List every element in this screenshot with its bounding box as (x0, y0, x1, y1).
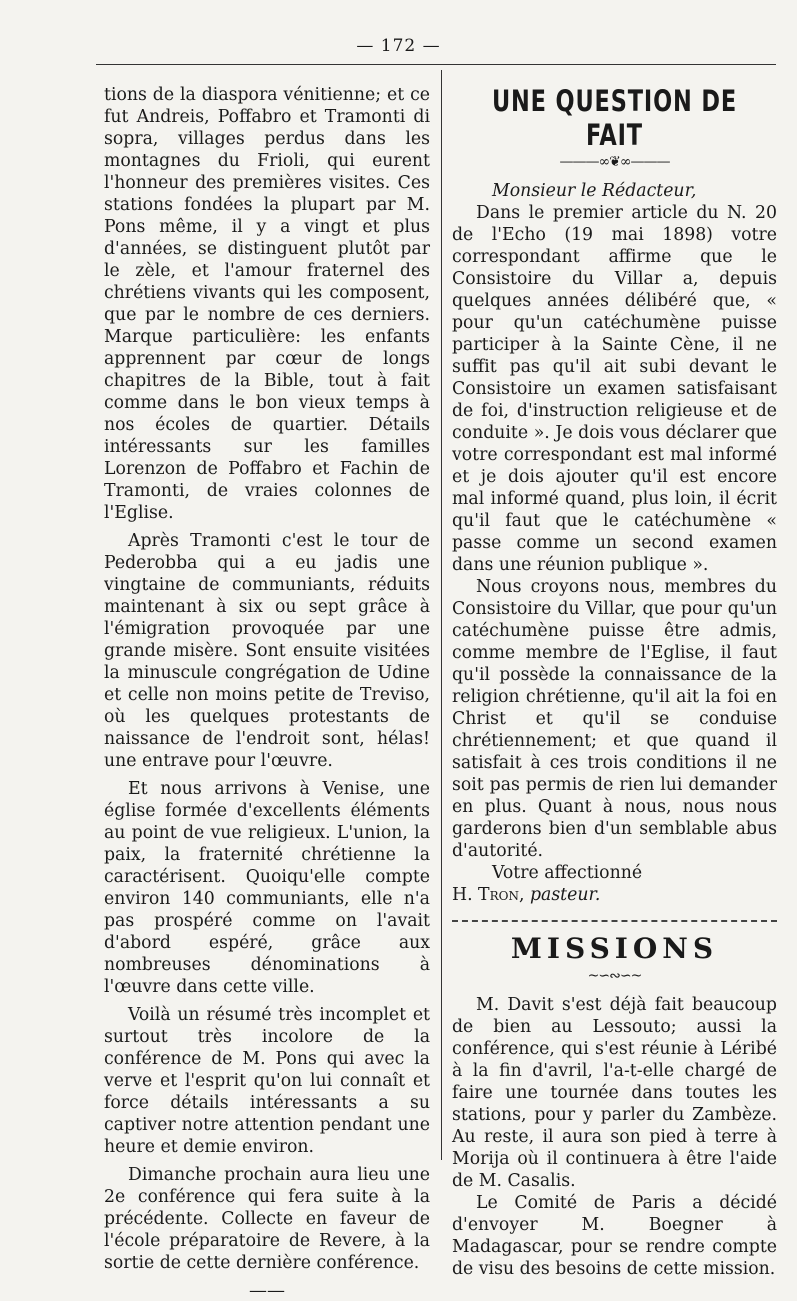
section-separator (452, 920, 777, 922)
right-column (452, 84, 777, 1280)
section-title-question: UNE QUESTION DE FAIT (491, 84, 738, 152)
ornament-divider: ———∞❦∞——— (559, 154, 670, 170)
left-paragraph-5: Dimanche prochain aura lieu une 2e conférence qui fera suite à la précédente. Collecte en faveur de l'école préparatoire de Revere, à la sortie de cette dernière conférence. (104, 1165, 430, 1273)
missions-paragraph-1: M. Davit s'est déjà fait beaucoup de bien au Lessouto; aussi la conférence, qui s'est réunie à Léribé à la fin d'avril, l'a-t-elle chargé de faire une tournée dans toutes les stations, pour y parler du Zambèze. Au reste, il aura son pied à terre à Morija où il continuera à être l'aide de M. Casalis. (452, 995, 777, 1191)
letter-salutation: Monsieur le Rédacteur, (492, 181, 697, 201)
missions-paragraph-2: Le Comité de Paris a décidé d'envoyer M. Boegner à Madagascar, pour se rendre compte de visu des besoins de cette mission. (452, 1193, 777, 1279)
left-column (104, 84, 430, 1301)
signature-name: H. Tron, (452, 885, 525, 905)
letter-paragraph-1: Dans le premier article du N. 20 de l'Echo (19 mai 1898) votre correspondant affirme que le Consistoire du Villar a, depuis quelques années délibéré que, « pour qu'un catéchumène puisse participer à la Sainte Cène, il ne suffit pas qu'il ait subi devant le Consistoire un examen satisfaisant de foi, d'instruction religieuse et de conduite ». Je dois vous déclarer que votre correspondant est mal informé et je dois ajouter qu'il est encore mal informé quand, plus loin, il écrit qu'il faut que le catéchumène « passe comme un second examen dans une réunion publique ». (452, 203, 777, 575)
signature-role: pasteur. (529, 885, 601, 905)
ornament-divider-missions: ~∽∾∽~ (587, 968, 642, 984)
left-paragraph-4: Voilà un résumé très incomplet et surtout très incolore de la conférence de M. Pons qui avec la verve et l'esprit qu'on lui connaît et force détails intéressants a su captiver notre attention pendant une heure et demie environ. (104, 1005, 430, 1157)
section-title-missions: MISSIONS (510, 932, 719, 965)
page-number: — 172 — (356, 36, 441, 56)
letter-closing: Votre affectionné (492, 863, 643, 883)
left-paragraph-3: Et nous arrivons à Venise, une église formée d'excellents éléments au point de vue religieux. L'union, la paix, la fraternité chrétienne la caractérisent. Quoiqu'elle compte environ 140 communiants, elle n'a pas prospéré comme on l'avait d'abord espéré, grâce aux nombreuses dénominations à l'œuvre dans cette ville. (104, 779, 430, 997)
letter-paragraph-2: Nous croyons nous, membres du Consistoire du Villar, que pour qu'un catéchumène puisse être admis, comme membre de l'Eglise, il faut qu'il possède la connaissance de la religion chrétienne, qu'il ait la foi en Christ et qu'il se conduise chrétiennement; et que quand il satisfait à ces trois conditions il ne soit pas permis de rien lui demander en plus. Quant à nous, nous nous garderons bien d'un semblable abus d'autorité. (452, 577, 777, 861)
letter-signature (452, 884, 777, 906)
left-paragraph-2: Après Tramonti c'est le tour de Pederobba qui a eu jadis une vingtaine de communiants, réduits maintenant à six ou sept grâce à l'émigration provoquée par une grande misère. Sont ensuite visitées la minuscule congrégation de Udine et celle non moins petite de Treviso, où les quelques protestants de naissance de l'endroit sont, hélas! une entrave pour l'œuvre. (104, 531, 430, 771)
left-paragraph-1: tions de la diaspora vénitienne; et ce fut Andreis, Poffabro et Tramonti di sopra, villages perdus dans les montagnes du Frioli, qui eurent l'honneur des premières visites. Ces stations fondées la plupart par M. Pons même, il y a vingt et plus d'années, se distinguent plutôt par le zèle, et l'amour fraternel des chrétiens vivants qui les composent, que par le nombre de ces derniers. Marque particulière: les enfants apprennent par cœur de longs chapitres de la Bible, tout à fait comme dans le bon vieux temps à nos écoles de quartier. Détails intéressants sur les familles Lorenzon de Poffabro et Fachin de Tramonti, de vraies colonnes de l'Eglise. (104, 85, 430, 523)
header-rule (96, 64, 776, 65)
end-dash: —— (249, 1280, 285, 1301)
column-divider (441, 70, 442, 1160)
